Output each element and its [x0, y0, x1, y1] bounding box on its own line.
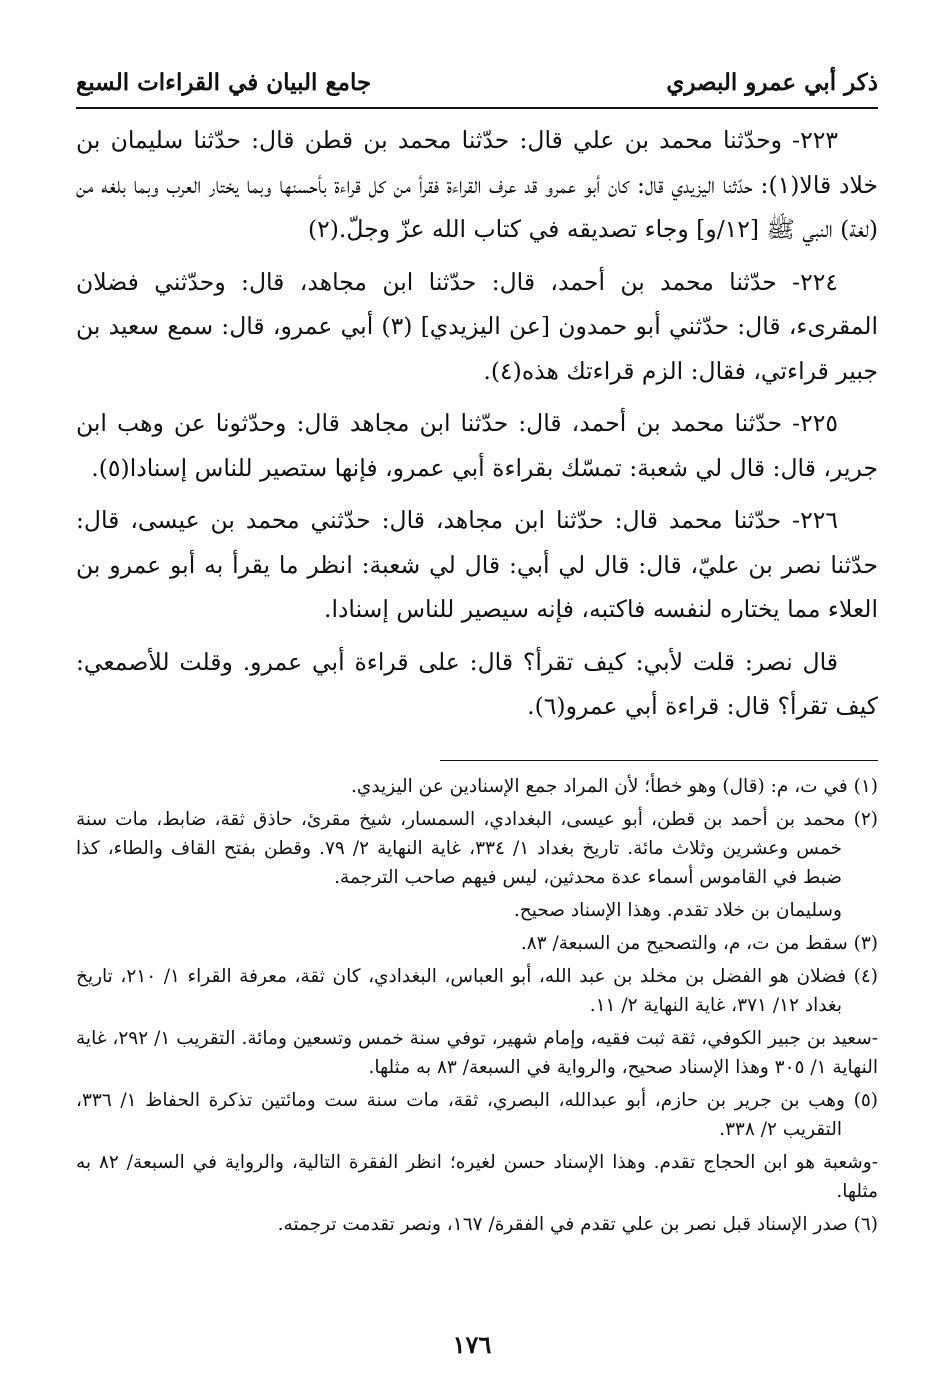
footnote-3: (٣) سقط من ت، م، والتصحيح من السبعة/ ٨٣. [520, 933, 878, 954]
footnote-4-cont: -سعيد بن جبير الكوفي، ثقة ثبت فقيه، وإمام شهير، توفي سنة خمس وتسعين ومائة. التقريب ١/ ٢٩٢، غاية النهاية ١/ ٣٠٥ وهذا الإسناد صحيح، والرواية في السبعة/ ٨٣ به مثلها. [76, 1028, 878, 1078]
paragraph-225: ٢٢٥- حدّثنا محمد بن أحمد، قال: حدّثنا ابن مجاهد قال: وحدّثونا عن وهب ابن جرير، قال: قال لي شعبة: تمسّك بقراءة أبي عمرو، فإنها ستصير للناس إسنادا(٥). [76, 409, 878, 482]
header-chapter-title: ذكر أبي عمرو البصري [666, 68, 878, 96]
header-rule [76, 107, 878, 109]
paragraph-226: ٢٢٦- حدّثنا محمد قال: حدّثنا ابن مجاهد، قال: حدّثني محمد بن عيسى، قال: حدّثنا نصر بن عليّ، قال: قال لي أبي: قال لي شعبة: انظر ما يقرأ به أبو عمرو بن العلاء مما يختاره لنفسه فاكتبه، فإنه سيصير للناس إسنادا. [76, 506, 878, 623]
footnote-5: (٥) وهب بن جرير بن حازم، أبو عبدالله، البصري، ثقة، مات سنة ست ومائتين تذكرة الحفاظ ١/ ٣٣٦، التقريب ٢/ ٣٣٨. [76, 1090, 878, 1140]
main-text [76, 118, 878, 737]
running-header [76, 62, 878, 102]
footnote-2: (٢) محمد بن أحمد بن قطن، أبو عيسى، البغدادي، السمسار، شيخ مقرئ، حاذق ثقة، ضابط، مات سنة خمس وعشرين وثلاث مائة. تاريخ بغداد ١/ ٣٣٤، غاية النهاية ٢/ ٧٩. وقطن بفتح القاف والطاء، كذا ضبط في القاموس أسماء عدة محدثين، ليس فيهم صاحب الترجمة. [76, 809, 878, 888]
footnote-rule [440, 760, 878, 761]
footnote-6: (٦) صدر الإسناد قبل نصر بن علي تقدم في الفقرة/ ١٦٧، ونصر تقدمت ترجمته. [277, 1214, 878, 1235]
footnote-4: (٤) فضلان هو الفضل بن مخلد بن عبد الله، أبو العباس، البغدادي، كان ثقة، معرفة القراء ١/ ٢١٠، تاريخ بغداد ١٢/ ٣٧١، غاية النهاية ٢/ ١١. [76, 966, 878, 1016]
footnote-2-cont: وسليمان بن خلاد تقدم. وهذا الإسناد صحيح. [513, 900, 842, 921]
paragraph-224: ٢٢٤- حدّثنا محمد بن أحمد، قال: حدّثنا ابن مجاهد، قال: وحدّثني فضلان المقرىء، قال: حدّثني أبو حمدون [عن اليزيدي] (٣) أبي عمرو، قال: سمع سعيد بن جبير قراءتي، فقال: الزم قراءتك هذه(٤). [76, 267, 878, 385]
footnote-5-cont: -وشعبة هو ابن الحجاج تقدم. وهذا الإسناد حسن لغيره؛ انظر الفقرة التالية، والرواية في السبعة/ ٨٢ به مثلها. [76, 1152, 878, 1202]
page-number: ١٧٦ [452, 1330, 492, 1359]
paragraph-226-cont: قال نصر: قلت لأبي: كيف تقرأ؟ قال: على قراءة أبي عمرو. وقلت للأصمعي: كيف تقرأ؟ قال: قراءة أبي عمرو(٦). [76, 647, 878, 720]
paragraph-223: ٢٢٣- وحدّثنا محمد بن علي قال: حدّثنا محمد بن قطن قال: حدّثنا سليمان بن خلاد قالا(١): حدّثنا اليزيدي قال: كان أبو عمرو قد عرف القراءة فقرأ من كل قراءة بأحسنها وبما يختار العرب وبما بلغه من (لغة) النبي ﷺ [١٢/و] وجاء تصديقه في كتاب الله عزّ وجلّ.(٢) [76, 126, 878, 243]
footnotes [76, 772, 878, 1243]
header-book-title: جامع البيان في القراءات السبع [76, 68, 372, 96]
footnote-1: (١) في ت، م: (قال) وهو خطأ؛ لأن المراد جمع الإسنادين عن اليزيدي. [351, 776, 878, 797]
